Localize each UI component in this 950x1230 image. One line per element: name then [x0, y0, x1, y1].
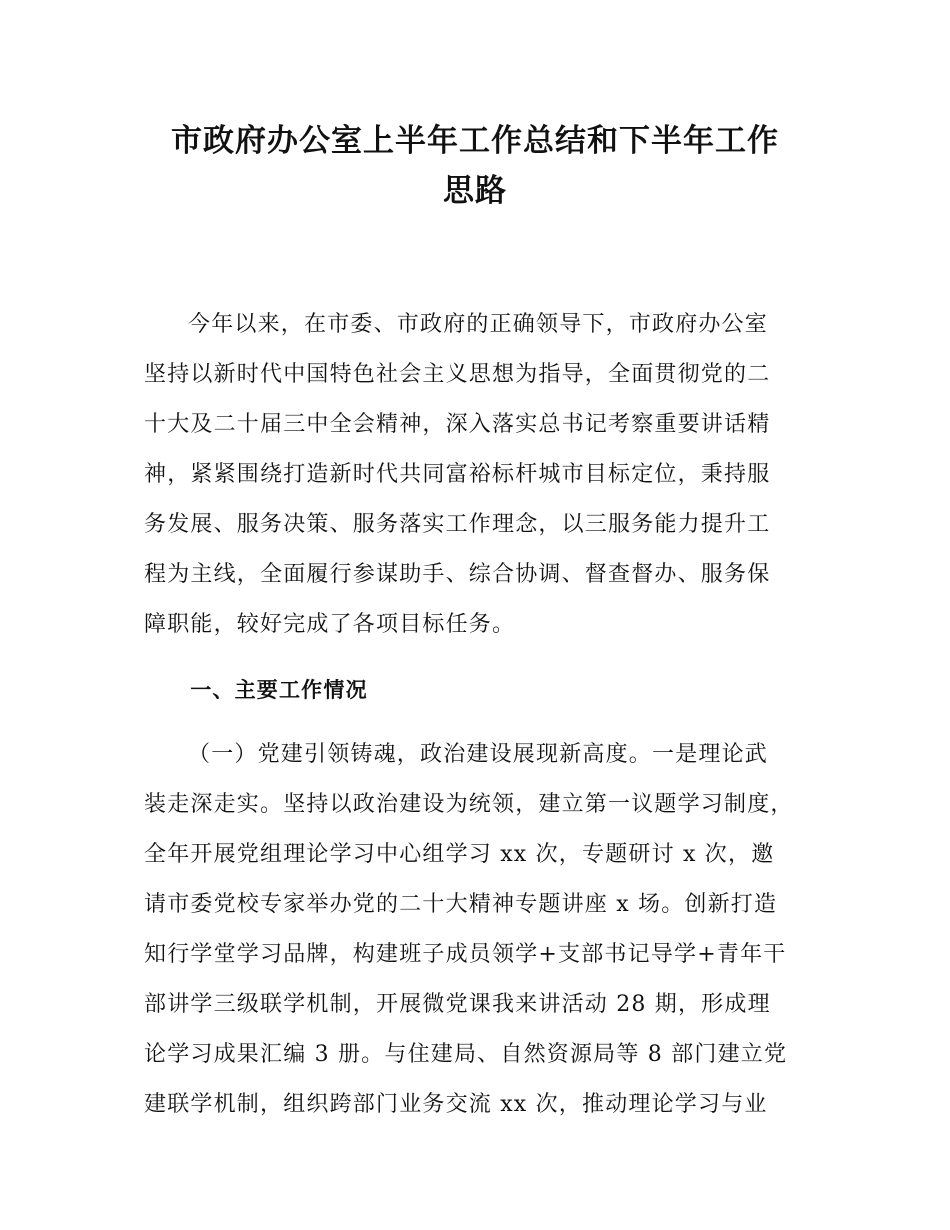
text-line: 务发展、服务决策、服务落实工作理念，以三服务能力提升工	[144, 512, 771, 537]
title-line-1: 市政府办公室上半年工作总结和下半年工作	[171, 123, 779, 159]
text-line: 十大及二十届三中全会精神，深入落实总书记考察重要讲话精	[144, 412, 771, 437]
text-line: 请市委党校专家举办党的二十大精神专题讲座 x 场。创新打造	[144, 892, 778, 917]
text-line: 全年开展党组理论学习中心组学习 xx 次，专题研讨 x 次，邀	[144, 842, 775, 867]
text-line: 装走深走实。坚持以政治建设为统领，建立第一议题学习制度，	[144, 792, 794, 817]
text-line: 坚持以新时代中国特色社会主义思想为指导，全面贯彻党的二	[144, 362, 771, 387]
text-line: 知行学堂学习品牌，构建班子成员领学+支部书记导学+青年干	[144, 942, 787, 967]
text-line: 论学习成果汇编 3 册。与住建局、自然资源局等 8 部门建立党	[144, 1042, 788, 1067]
text-line: （一）党建引领铸魂，政治建设展现新高度。一是理论武	[188, 742, 769, 767]
text-line: 程为主线，全面履行参谋助手、综合协调、督查督办、服务保	[144, 562, 771, 587]
document-title	[120, 116, 830, 216]
document-body	[144, 300, 816, 1130]
text-line: 建联学机制，组织跨部门业务交流 xx 次，推动理论学习与业	[144, 1092, 768, 1117]
text-line: 今年以来，在市委、市政府的正确领导下，市政府办公室	[188, 312, 769, 337]
intro-paragraph	[144, 300, 816, 650]
section-paragraph	[144, 730, 816, 1130]
text-line: 障职能，较好完成了各项目标任务。	[144, 612, 516, 637]
title-line-2: 思路	[443, 173, 507, 209]
section-heading: 一、主要工作情况	[190, 678, 368, 702]
text-line: 部讲学三级联学机制，开展微党课我来讲活动 28 期，形成理	[144, 992, 771, 1017]
text-line: 神，紧紧围绕打造新时代共同富裕标杆城市目标定位，秉持服	[144, 462, 771, 487]
